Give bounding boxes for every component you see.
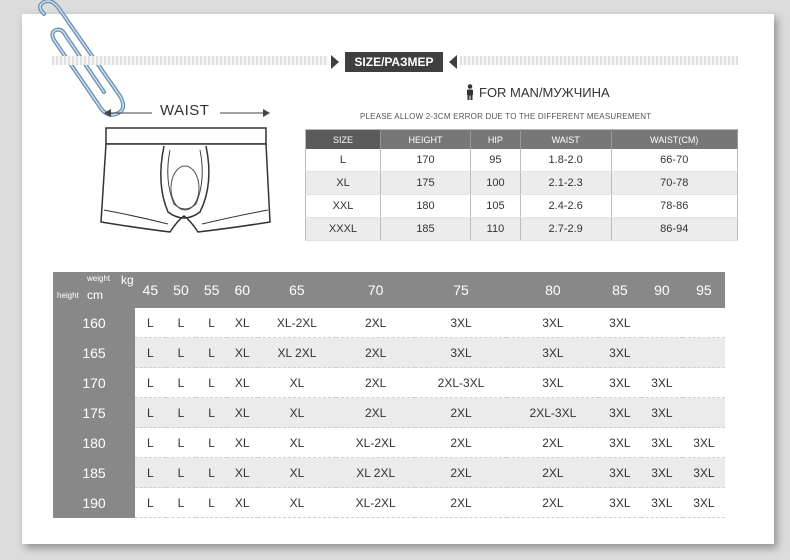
size-cell [683, 308, 725, 338]
size-cell: L [135, 368, 166, 398]
size-cell: L [196, 338, 227, 368]
waist-measure-arrow [102, 103, 272, 123]
gender-text: FOR MAN/МУЖЧИНА [479, 84, 610, 100]
size-cell: L [196, 488, 227, 518]
boxer-briefs-diagram [98, 124, 276, 242]
size-cell: 3XL [415, 338, 507, 368]
size-cell: 2XL [415, 398, 507, 428]
weight-header: 45 [135, 272, 166, 308]
size-cell: L [196, 308, 227, 338]
size-cell: XL [227, 338, 258, 368]
cell: XXL [306, 195, 381, 218]
cell: 110 [471, 218, 521, 241]
table-row [53, 458, 725, 488]
size-cell: 3XL [641, 458, 683, 488]
size-cell: 3XL [599, 338, 641, 368]
waist-label: WAIST [160, 102, 210, 119]
cell: 2.7-2.9 [520, 218, 611, 241]
size-cell: L [135, 398, 166, 428]
size-cell: XL 2XL [258, 338, 337, 368]
cell: 175 [380, 172, 470, 195]
table-row [53, 398, 725, 428]
gender-label [465, 84, 610, 100]
header-arrow-right [449, 55, 457, 69]
size-cell: L [135, 458, 166, 488]
size-cell: XL [258, 488, 337, 518]
size-cell: XL-2XL [336, 428, 415, 458]
size-cell: 3XL [641, 398, 683, 428]
page-title: SIZE/РАЗМЕР [345, 52, 443, 72]
table-row [53, 308, 725, 338]
size-cell: L [135, 428, 166, 458]
size-cell: 3XL [599, 368, 641, 398]
height-header: 185 [53, 458, 135, 488]
size-cell: L [166, 368, 197, 398]
size-cell: XL-2XL [258, 308, 337, 338]
size-cell: 2XL [507, 458, 599, 488]
size-cell: 3XL [599, 458, 641, 488]
size-table [305, 129, 738, 241]
size-cell: 3XL [641, 488, 683, 518]
size-table-header [306, 130, 738, 150]
col-waist-cm: WAIST(CM) [611, 130, 738, 150]
size-cell: L [166, 338, 197, 368]
size-cell: XL [258, 428, 337, 458]
height-header: 175 [53, 398, 135, 428]
table-row [53, 368, 725, 398]
size-cell [683, 368, 725, 398]
size-cell: XL [227, 368, 258, 398]
size-cell: 2XL-3XL [507, 398, 599, 428]
measurement-note: PLEASE ALLOW 2-3CM ERROR DUE TO THE DIFFERENT MEASUREMENT [360, 112, 652, 121]
height-header: 160 [53, 308, 135, 338]
kg-label: kg [121, 273, 134, 287]
size-cell [641, 338, 683, 368]
cell: 180 [380, 195, 470, 218]
size-cell: 2XL [507, 428, 599, 458]
size-cell: L [196, 458, 227, 488]
cell: 185 [380, 218, 470, 241]
weight-header: 90 [641, 272, 683, 308]
size-cell: 2XL [415, 428, 507, 458]
fit-table-header [53, 272, 725, 308]
size-cell: 2XL-3XL [415, 368, 507, 398]
cell: 95 [471, 149, 521, 172]
size-cell: 3XL [507, 308, 599, 338]
size-cell: 2XL [336, 368, 415, 398]
cell: 105 [471, 195, 521, 218]
table-row [306, 172, 738, 195]
size-cell: 3XL [415, 308, 507, 338]
cell: 100 [471, 172, 521, 195]
cell: 78-86 [611, 195, 738, 218]
size-cell: L [196, 368, 227, 398]
size-cell: 2XL [336, 308, 415, 338]
size-cell: XL [227, 308, 258, 338]
size-cell: 3XL [683, 428, 725, 458]
size-cell: L [135, 338, 166, 368]
size-cell [683, 338, 725, 368]
size-cell: 2XL [415, 488, 507, 518]
size-cell: 3XL [599, 488, 641, 518]
header-divider-right [460, 56, 738, 65]
col-height: HEIGHT [380, 130, 470, 150]
table-row [306, 195, 738, 218]
weight-header: 60 [227, 272, 258, 308]
height-header: 165 [53, 338, 135, 368]
size-cell: 3XL [507, 368, 599, 398]
size-cell: 2XL [336, 398, 415, 428]
size-cell: L [166, 308, 197, 338]
size-cell: XL 2XL [336, 458, 415, 488]
size-cell: L [135, 488, 166, 518]
cell: XL [306, 172, 381, 195]
table-row [306, 149, 738, 172]
size-cell: 3XL [683, 458, 725, 488]
size-cell: XL [227, 458, 258, 488]
table-row [306, 218, 738, 241]
header-divider-left [52, 56, 328, 65]
col-hip: HIP [471, 130, 521, 150]
height-header: 170 [53, 368, 135, 398]
weight-header: 70 [336, 272, 415, 308]
size-cell: XL-2XL [336, 488, 415, 518]
man-icon [465, 84, 475, 100]
weight-header: 95 [683, 272, 725, 308]
weight-header: 50 [166, 272, 197, 308]
table-row [53, 488, 725, 518]
size-cell: XL [258, 368, 337, 398]
weight-label: weight [87, 274, 111, 283]
cell: 66-70 [611, 149, 738, 172]
size-cell: 3XL [683, 488, 725, 518]
size-cell: 2XL [415, 458, 507, 488]
size-cell: 3XL [599, 398, 641, 428]
size-cell: XL [258, 458, 337, 488]
cell: XXXL [306, 218, 381, 241]
height-weight-table [53, 272, 725, 518]
size-cell: XL [258, 398, 337, 428]
size-cell: 3XL [507, 338, 599, 368]
size-cell: L [135, 308, 166, 338]
weight-header: 75 [415, 272, 507, 308]
size-cell: L [196, 428, 227, 458]
cm-label: cm [87, 288, 103, 302]
size-cell: L [166, 428, 197, 458]
cell: 170 [380, 149, 470, 172]
size-cell: L [166, 488, 197, 518]
weight-header: 80 [507, 272, 599, 308]
weight-header: 55 [196, 272, 227, 308]
fit-table-corner [53, 272, 135, 308]
weight-header: 65 [258, 272, 337, 308]
size-cell: L [166, 458, 197, 488]
size-cell: 3XL [641, 368, 683, 398]
weight-header: 85 [599, 272, 641, 308]
size-cell: XL [227, 428, 258, 458]
size-cell [641, 308, 683, 338]
col-size: SIZE [306, 130, 381, 150]
size-cell: L [196, 398, 227, 428]
size-cell: XL [227, 488, 258, 518]
size-cell: 3XL [599, 428, 641, 458]
size-cell: 3XL [641, 428, 683, 458]
size-cell: L [166, 398, 197, 428]
size-cell: 2XL [336, 338, 415, 368]
cell: 70-78 [611, 172, 738, 195]
cell: L [306, 149, 381, 172]
cell: 1.8-2.0 [520, 149, 611, 172]
cell: 2.4-2.6 [520, 195, 611, 218]
height-header: 190 [53, 488, 135, 518]
size-cell [683, 398, 725, 428]
size-cell: 2XL [507, 488, 599, 518]
size-cell: XL [227, 398, 258, 428]
height-label: height [57, 291, 79, 300]
header-arrow-left [331, 55, 339, 69]
size-cell: 3XL [599, 308, 641, 338]
table-row [53, 338, 725, 368]
col-waist: WAIST [520, 130, 611, 150]
cell: 2.1-2.3 [520, 172, 611, 195]
cell: 86-94 [611, 218, 738, 241]
height-header: 180 [53, 428, 135, 458]
table-row [53, 428, 725, 458]
